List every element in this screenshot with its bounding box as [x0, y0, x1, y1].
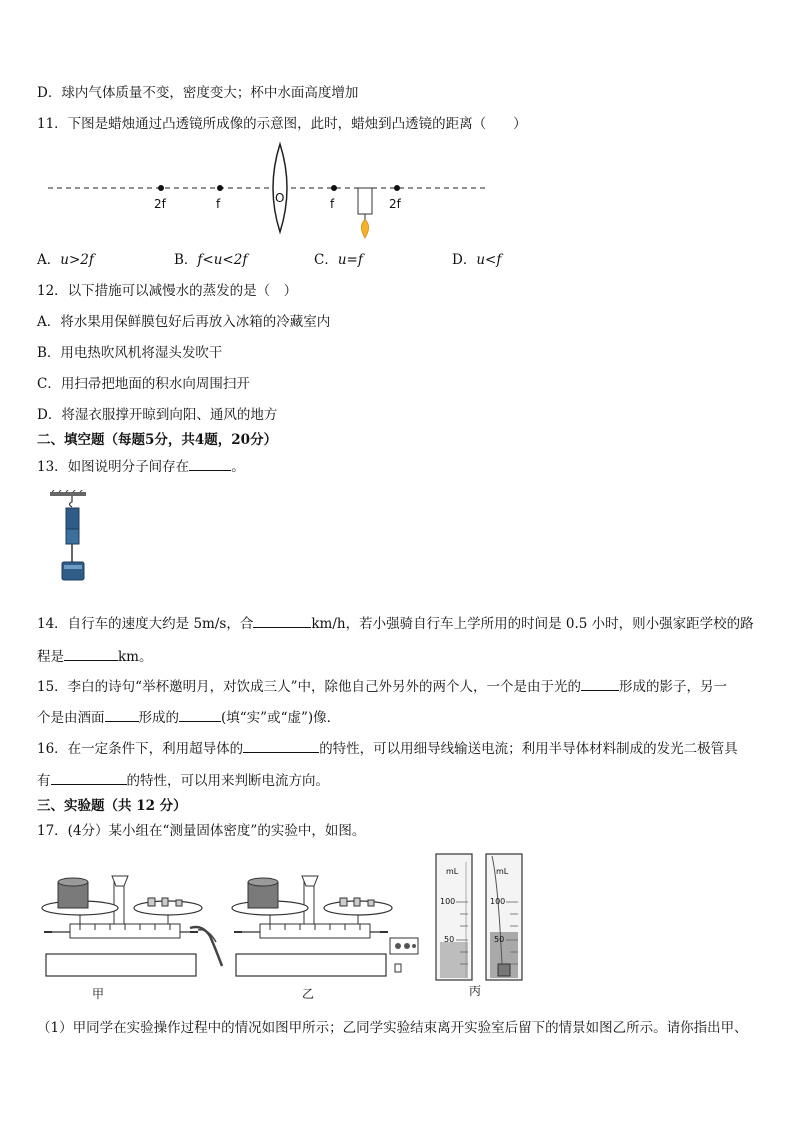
q16-line2: [37, 771, 329, 790]
lead-cylinder-bottom: [66, 529, 79, 544]
ceiling-support: [50, 492, 86, 496]
lens-label-o: O: [275, 191, 285, 205]
loose-weight: [395, 964, 401, 972]
cylinder-right-50: 50: [494, 935, 505, 944]
solid-sample: [498, 964, 510, 976]
q11-option-c-letter: C．: [314, 252, 338, 268]
q14-part4: km。: [118, 649, 153, 665]
q15-blank-reflection[interactable]: [105, 708, 139, 722]
weight-yi-2: [354, 898, 360, 906]
q15-part5: (填“实”或“虚”)像．: [221, 710, 341, 726]
section-fill-in-heading: 二、填空题（每题5分，共4题，20分）: [37, 432, 278, 448]
q16-part1: 16．在一定条件下，利用超导体的: [37, 741, 244, 757]
balance-figure-yi: [230, 858, 430, 986]
q11-option-b-text: f<u<2f: [197, 252, 248, 268]
q11-option-d: [452, 251, 501, 269]
q11-option-d-text: u<f: [476, 252, 502, 268]
q12-option-b: B．用电热吹风机将湿头发吹干: [37, 345, 223, 361]
tweezers: [198, 930, 216, 942]
cylinder-left-100: 100: [440, 897, 456, 906]
weight-highlight: [64, 565, 82, 569]
q12-option-d: D．将湿衣服撑开晾到向阳、通风的地方: [37, 407, 278, 423]
q16-part2: 的特性，可以用细导线输送电流；利用半导体材料制成的发光二极管具: [319, 741, 738, 757]
q15-part4: 形成的: [138, 710, 179, 726]
q13-stem: 13．如图说明分子间存在: [37, 459, 190, 475]
q16-part4: 的特性，可以用来判断电流方向。: [126, 773, 329, 789]
focal-point-f-right: [331, 185, 337, 191]
beaker-rim-yi: [248, 878, 278, 886]
focal-point-f-left: [217, 185, 223, 191]
q11-options: [37, 251, 501, 269]
q15-part1: 15．李白的诗句“举杯邀明月，对饮成三人”中，除他自己外另外的两个人，一个是由于光的: [37, 679, 581, 695]
q14-part1: 14．自行车的速度大约是 5m/s，合: [37, 616, 254, 632]
balance-figure-jia: [40, 858, 230, 986]
q15-blank-shadow[interactable]: [581, 677, 619, 691]
figure-label-yi: 乙: [302, 987, 315, 1001]
q14-blank-speed[interactable]: [253, 614, 311, 628]
q16-blank-diode[interactable]: [51, 771, 127, 785]
q15-part3: 个是由酒面: [37, 710, 105, 726]
q11-option-b-letter: B．: [174, 252, 198, 268]
q12-option-a: A．将水果用保鲜膜包好后再放入冰箱的冷藏室内: [37, 314, 331, 330]
hanging-weight: [62, 562, 84, 580]
q16-blank-superconductor[interactable]: [243, 739, 319, 753]
q15-part2: 形成的影子，另一: [618, 679, 727, 695]
q14-part3: 程是: [37, 649, 64, 665]
section-experiment-heading: 三、实验题（共 12 分）: [37, 798, 187, 814]
q11-option-c: [314, 251, 452, 269]
q14-blank-distance[interactable]: [64, 647, 118, 661]
figure-label-jia: 甲: [92, 987, 105, 1001]
lens-label-f-right: f: [330, 197, 335, 211]
focal-point-2f-left: [158, 185, 164, 191]
convex-lens: [273, 144, 287, 232]
candle-flame: [361, 220, 368, 238]
weight-1: [148, 898, 155, 906]
balance-base-yi: [236, 954, 386, 976]
q11-option-a-letter: A．: [37, 252, 61, 268]
q14-part2: km/h，若小强骑自行车上学所用的时间是 0.5 小时，则小强家距学校的路: [311, 616, 754, 632]
figure-label-bing: 丙: [469, 984, 482, 998]
weight-2: [162, 898, 168, 906]
weight-3: [176, 900, 182, 906]
hook: [70, 496, 73, 507]
lead-cylinder-top: [66, 508, 79, 529]
q14-line1: [37, 614, 754, 633]
balance-pillar: [114, 880, 124, 924]
q16-part3: 有: [37, 773, 51, 789]
q11-option-a-text: u>2f: [60, 252, 94, 268]
q11-option-a: [37, 251, 174, 269]
q13-blank[interactable]: [189, 457, 231, 471]
lens-label-f-left: f: [216, 197, 221, 211]
cylinder-left-50: 50: [444, 935, 455, 944]
q10-option-d: D．球内气体质量不变，密度变大；杯中水面高度增加: [37, 85, 359, 101]
cylinder-left-unit: mL: [446, 867, 459, 876]
lead-cylinders-figure: [50, 490, 96, 586]
q17-sub1: （1）甲同学在实验操作过程中的情况如图甲所示；乙同学实验结束离开实验室后留下的情景如图乙所示。请你指出甲、: [37, 1020, 748, 1036]
q11-option-c-text: u=f: [337, 252, 363, 268]
cylinder-right-unit: mL: [496, 867, 509, 876]
lens-label-2f-left: 2f: [154, 197, 166, 211]
q15-line1: [37, 677, 727, 696]
q16-line1: [37, 739, 738, 758]
balance-base: [46, 954, 196, 976]
balance-pillar-yi: [304, 880, 314, 924]
q13-end: 。: [231, 459, 245, 475]
q15-line2: [37, 708, 340, 727]
q17-stem: 17．(4分）某小组在“测量固体密度”的实验中，如图。: [37, 823, 366, 839]
focal-point-2f-right: [394, 185, 400, 191]
q11-option-b: [174, 251, 314, 269]
q12-option-c: C．用扫帚把地面的积水向周围扫开: [37, 376, 250, 392]
q11-stem: 11．下图是蜡烛通过凸透镜所成像的示意图，此时，蜡烛到凸透镜的距离（ ）: [37, 116, 527, 132]
cylinder-right-100: 100: [490, 897, 506, 906]
weight-yi-3: [368, 900, 374, 906]
lens-label-2f-right: 2f: [389, 197, 401, 211]
q14-line2: [37, 647, 152, 666]
beaker-rim: [58, 878, 88, 886]
q15-blank-image-type[interactable]: [179, 708, 221, 722]
weight-yi-1: [340, 898, 347, 906]
q11-option-d-letter: D．: [452, 252, 477, 268]
candle-body: [358, 188, 372, 214]
q12-stem: 12．以下措施可以减慢水的蒸发的是（ ）: [37, 283, 298, 299]
water-left: [440, 942, 468, 978]
q13-text: [37, 457, 245, 476]
lens-diagram: [40, 140, 500, 240]
